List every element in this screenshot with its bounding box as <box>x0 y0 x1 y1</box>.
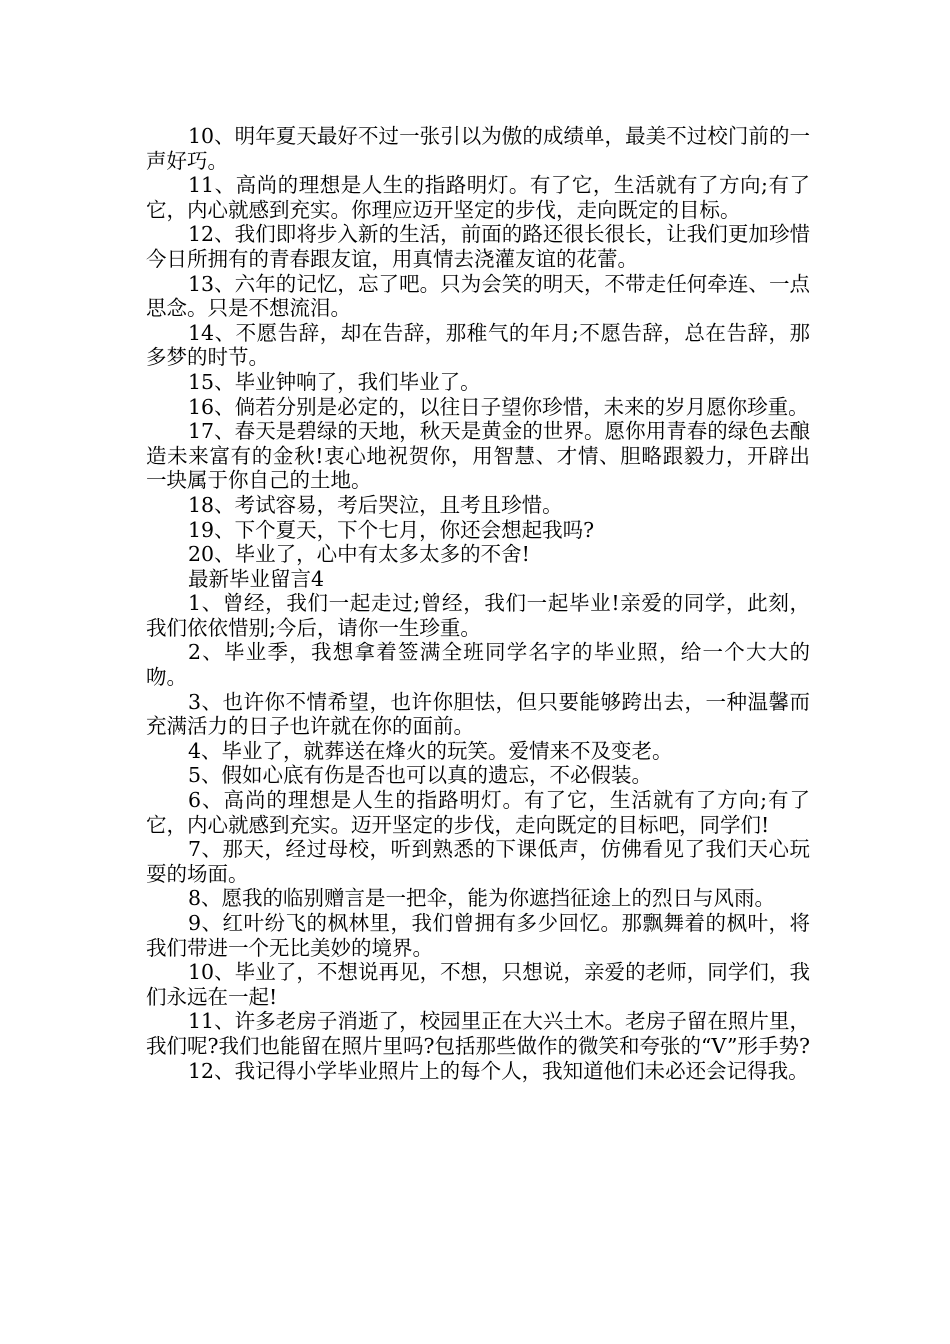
paragraph: 7、那天，经过母校，听到熟悉的下课低声，仿佛看见了我们天心玩耍的场面。 <box>146 837 810 886</box>
paragraph: 9、红叶纷飞的枫林里，我们曾拥有多少回忆。那飘舞着的枫叶，将我们带进一个无比美妙的境界。 <box>146 911 810 960</box>
paragraph: 17、春天是碧绿的天地，秋天是黄金的世界。愿你用青春的绿色去酿造未来富有的金秋!衷心地祝贺你，用智慧、才情、胆略跟毅力，开辟出一块属于你自己的土地。 <box>146 419 810 493</box>
paragraph: 19、下个夏天，下个七月，你还会想起我吗? <box>188 517 595 542</box>
document-body <box>146 124 810 1083</box>
paragraph: 10、毕业了，不想说再见，不想，只想说，亲爱的老师，同学们，我们永远在一起! <box>146 960 810 1009</box>
paragraph: 11、高尚的理想是人生的指路明灯。有了它，生活就有了方向;有了它，内心就感到充实。你理应迈开坚定的步伐，走向既定的目标。 <box>146 173 810 222</box>
paragraph: 11、许多老房子消逝了，校园里正在大兴土木。老房子留在照片里，我们呢?我们也能留在照片里吗?包括那些做作的微笑和夸张的“V”形手势? <box>146 1009 810 1058</box>
paragraph: 12、我们即将步入新的生活，前面的路还很长很长，让我们更加珍惜今日所拥有的青春跟友谊，用真情去浇灌友谊的花蕾。 <box>146 222 810 271</box>
paragraph: 10、明年夏天最好不过一张引以为傲的成绩单，最美不过校门前的一声好巧。 <box>146 124 810 173</box>
paragraph: 13、六年的记忆，忘了吧。只为会笑的明天，不带走任何牵连、一点思念。只是不想流泪。 <box>146 271 810 321</box>
paragraph: 1、曾经，我们一起走过;曾经，我们一起毕业!亲爱的同学，此刻，我们依依惜别;今后，请你一生珍重。 <box>146 591 810 640</box>
paragraph: 16、倘若分别是必定的，以往日子望你珍惜，未来的岁月愿你珍重。 <box>188 394 809 419</box>
paragraph: 2、毕业季，我想拿着签满全班同学名字的毕业照，给一个大大的吻。 <box>146 640 810 690</box>
paragraph: 14、不愿告辞，却在告辞，那稚气的年月;不愿告辞，总在告辞，那多梦的时节。 <box>146 320 810 370</box>
section-heading: 最新毕业留言4 <box>188 566 325 591</box>
paragraph: 18、考试容易，考后哭泣，且考且珍惜。 <box>188 492 563 517</box>
paragraph: 15、毕业钟响了，我们毕业了。 <box>188 369 481 394</box>
paragraph: 8、愿我的临别赠言是一把伞，能为你遮挡征途上的烈日与风雨。 <box>188 886 776 911</box>
paragraph: 12、我记得小学毕业照片上的每个人，我知道他们未必还会记得我。 <box>188 1058 809 1083</box>
paragraph: 3、也许你不情希望，也许你胆怯，但只要能够跨出去，一种温馨而充满活力的日子也许就在你的面前。 <box>146 689 810 739</box>
paragraph: 6、高尚的理想是人生的指路明灯。有了它，生活就有了方向;有了它，内心就感到充实。迈开坚定的步伐，走向既定的目标吧，同学们! <box>146 788 810 837</box>
paragraph: 20、毕业了，心中有太多太多的不舍! <box>188 542 530 567</box>
paragraph: 4、毕业了，就葬送在烽火的玩笑。爱情来不及变老。 <box>188 738 673 763</box>
paragraph: 5、假如心底有伤是否也可以真的遗忘，不必假装。 <box>188 763 653 788</box>
